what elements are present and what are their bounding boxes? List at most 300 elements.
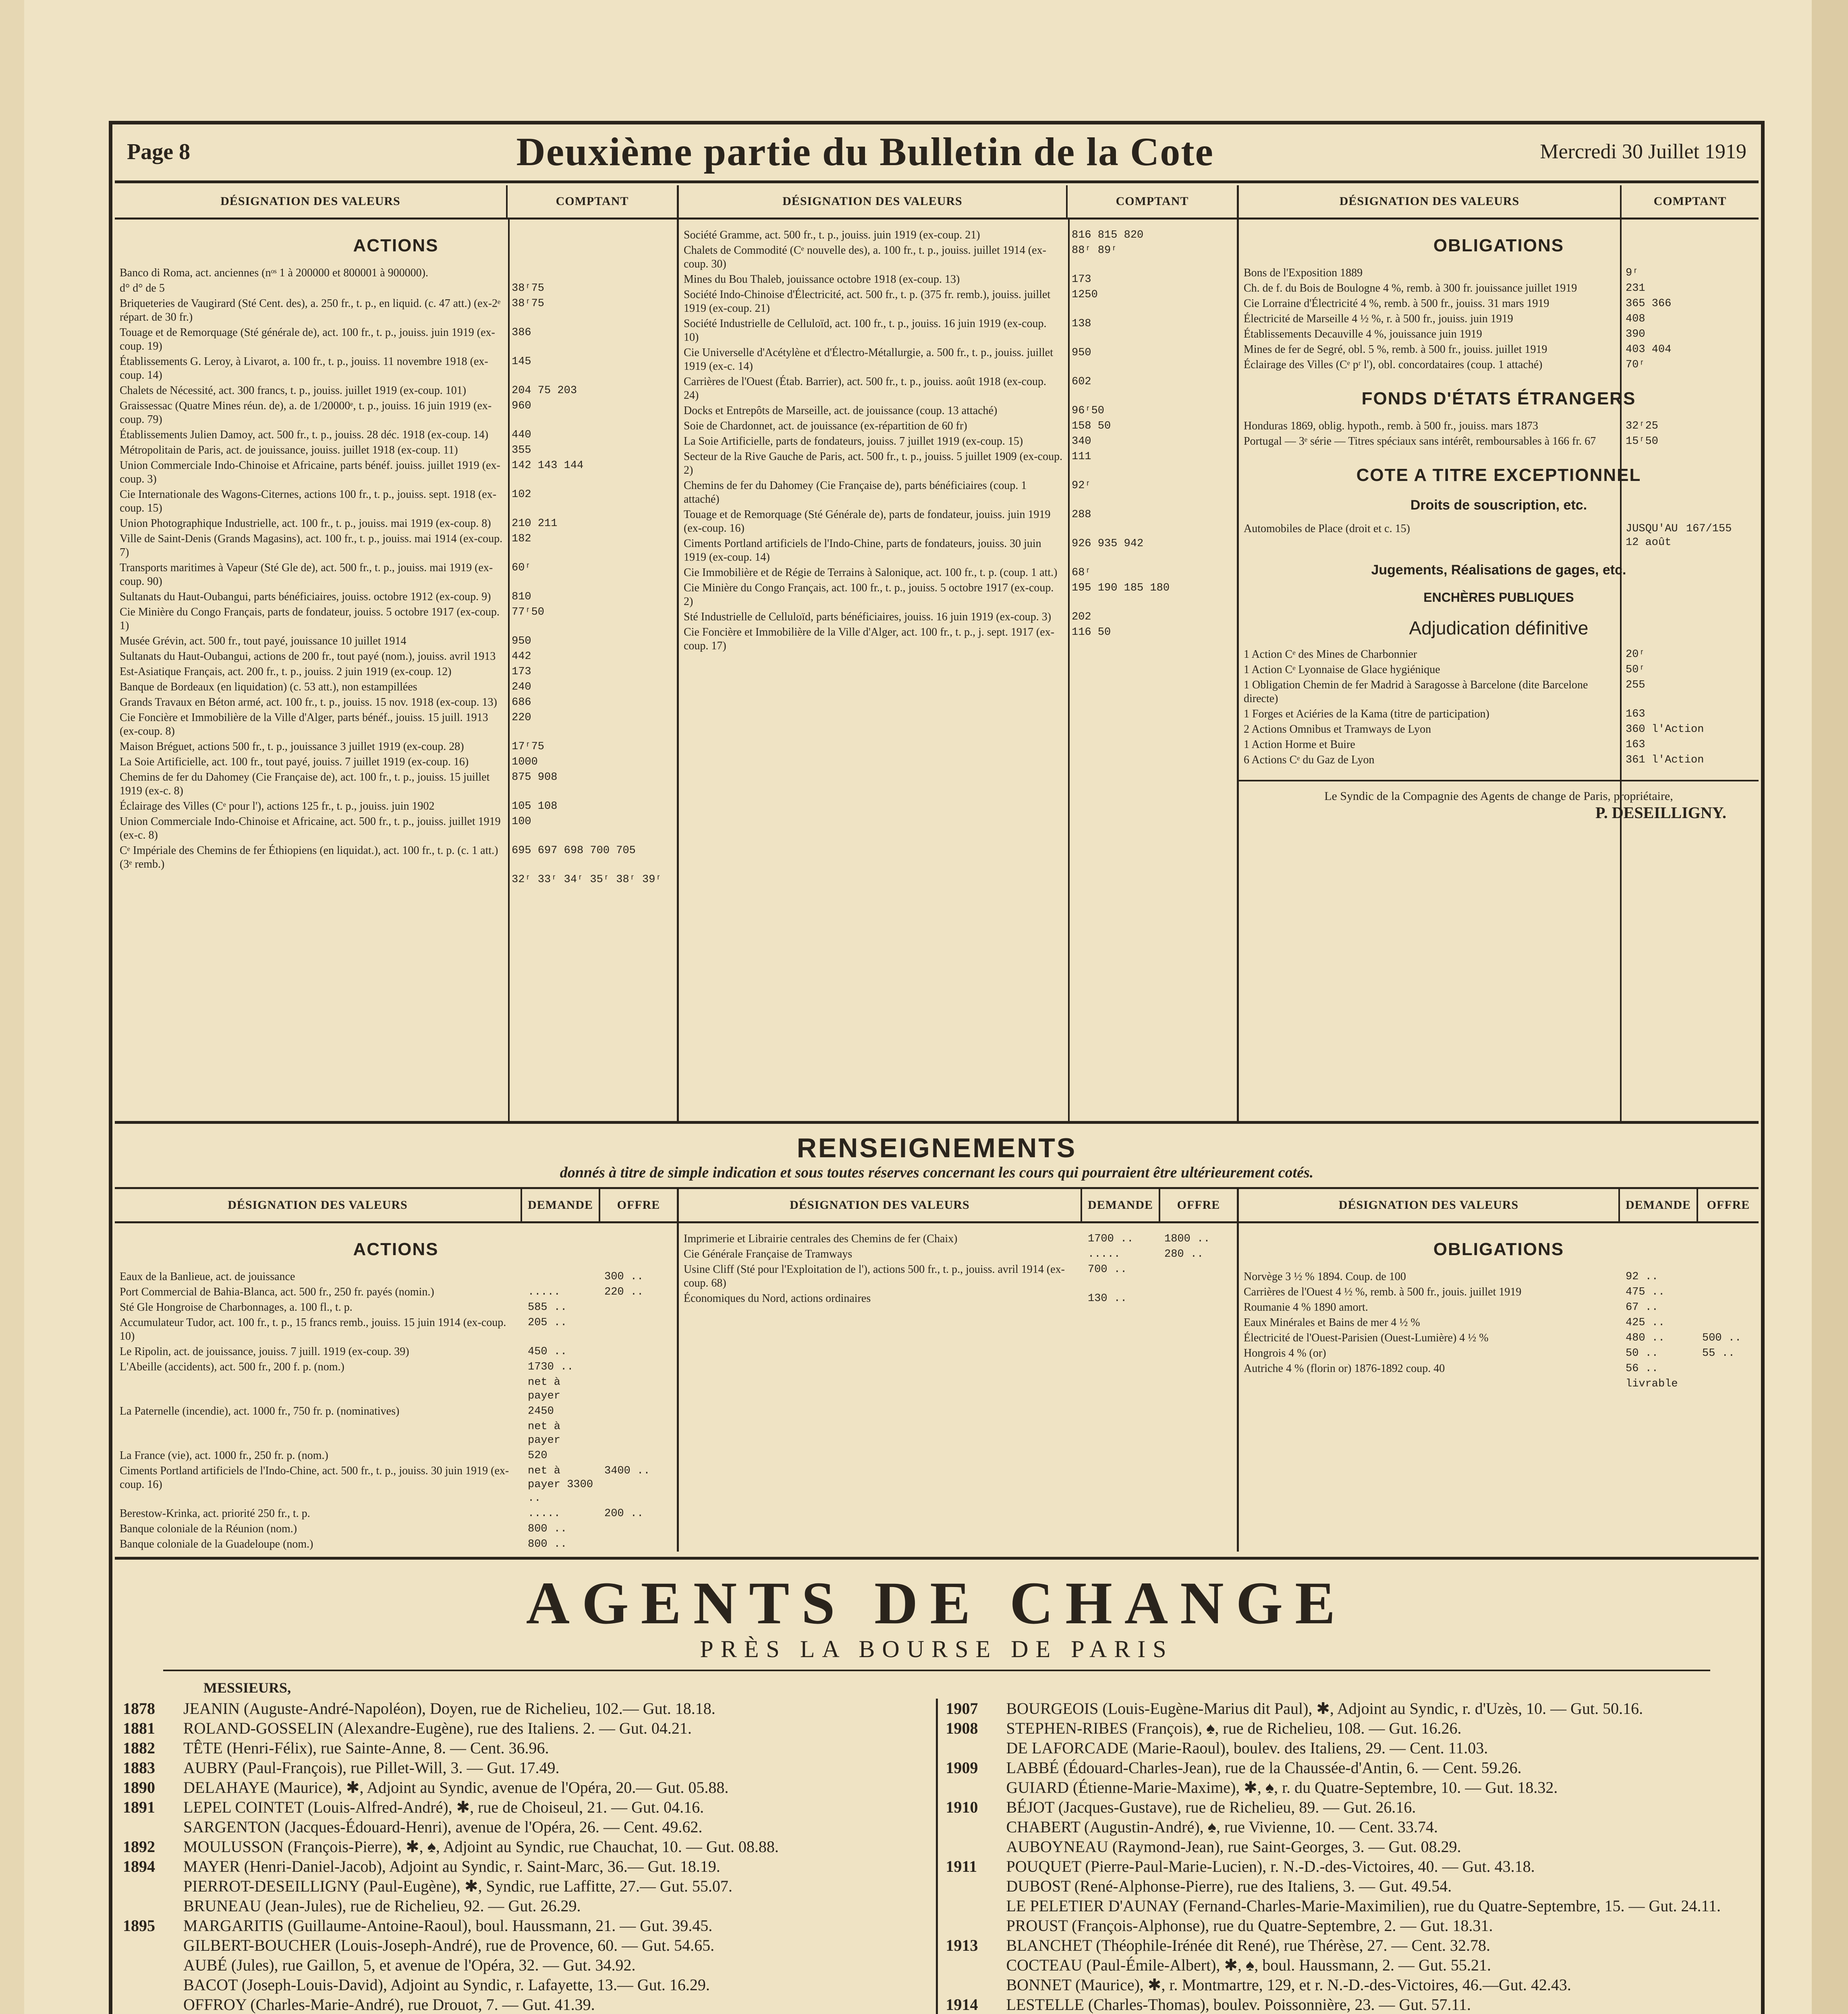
agent-row [946, 1738, 1751, 1758]
agent-row [946, 1975, 1751, 1995]
cell-off [600, 1344, 677, 1359]
table-row [115, 398, 677, 427]
agent-entry: BÉJOT (Jacques-Gustave), rue de Richelieu, 89. — Gut. 26.16. [1006, 1798, 1416, 1816]
agent-entry: LEPEL COINTET (Louis-Alfred-André), ✱, rue de Choiseul, 21. — Gut. 04.16. [183, 1798, 704, 1816]
jugements-title: Jugements, Réalisations de gages, etc. [1371, 562, 1626, 578]
header-comptant: COMPTANT [556, 195, 629, 208]
cell-designation: Est-Asiatique Français, act. 200 fr., t. p., jouiss. 2 juin 1919 (ex-coup. 12) [120, 665, 452, 678]
cell-dem: ..... [528, 1286, 561, 1298]
agent-entry: DE LAFORCADE (Marie-Raoul), boulev. des Italiens, 29. — Cent. 11.03. [1006, 1739, 1488, 1757]
cell-p: 210 211 [512, 518, 558, 530]
row-list [115, 265, 677, 887]
table-row [679, 580, 1237, 609]
agents-left-column [115, 1699, 936, 2014]
cell-designation: Port Commercial de Bahia-Blanca, act. 500 fr., 250 fr. payés (nomin.) [120, 1286, 434, 1298]
cell-dem: net à payer 3300 .. [528, 1465, 593, 1504]
cell-designation: Cie Minière du Congo Français, parts de fondateur, jouiss. 5 octobre 1917 (ex-coup. 1) [120, 606, 500, 632]
cell-designation: Union Commerciale Indo-Chinoise et Africaine, act. 500 fr., t. p., jouiss. juillet 1919 (ex-c. 8) [120, 815, 501, 841]
cell-off [1698, 1269, 1759, 1285]
cell-off [1160, 1291, 1237, 1306]
cell-designation: Cᵉ Impériale des Chemins de fer Éthiopiens (en liquidat.), act. 100 fr., t. p. (c. 1 att.) (3ᵉ remb.) [120, 844, 498, 870]
agent-row [123, 1837, 928, 1857]
cell-p: 182 [512, 533, 531, 545]
agent-entry: CHABERT (Augustin-André), ♠, rue Vivienne, 10. — Cent. 33.74. [1006, 1818, 1438, 1836]
agent-row [123, 1896, 928, 1916]
table-row [679, 609, 1237, 625]
cell-dem: 67 .. [1626, 1301, 1659, 1314]
cell-off [600, 1375, 677, 1404]
cell-p: 68ʳ [1072, 567, 1091, 579]
table-row [679, 449, 1237, 478]
cell-p: 340 [1072, 435, 1091, 448]
header-designation: DÉSIGNATION DES VALEURS [115, 185, 508, 218]
cell-dem: 800 .. [528, 1538, 567, 1550]
agent-row [946, 1916, 1751, 1935]
cell-designation: Cie Foncière et Immobilière de la Ville d'Alger, parts bénéf., jouiss. 15 juill. 1913 (ex-coup. 8) [120, 711, 488, 738]
cell-designation [115, 1419, 524, 1448]
cell-designation: Automobiles de Place (droit et c. 15) [1244, 522, 1410, 535]
cell-designation: 1 Action Cᵉ Lyonnaise de Glace hygiénique [1244, 663, 1440, 676]
cell-designation: Banco di Roma, act. anciennes (nᵒˢ 1 à 200000 et 800001 à 900000). [120, 267, 428, 279]
cell-p: 361 l'Action [1626, 754, 1704, 766]
cell-designation: Chalets de Nécessité, act. 300 francs, t. p., jouiss. juillet 1919 (ex-coup. 101) [120, 384, 467, 397]
agent-year [946, 1817, 1006, 1837]
row-list [1239, 521, 1759, 550]
table-row [1239, 707, 1759, 722]
cell-off: 55 .. [1702, 1347, 1735, 1359]
cell-p: 204 75 203 [512, 385, 577, 397]
agent-entry: LABBÉ (Édouard-Charles-Jean), rue de la Chaussée-d'Antin, 6. — Cent. 59.26. [1006, 1759, 1522, 1777]
agent-entry: JEANIN (Auguste-André-Napoléon), Doyen, rue de Richelieu, 102.— Gut. 18.18. [183, 1699, 716, 1718]
table-row [679, 1262, 1237, 1291]
cote-column-1 [115, 185, 679, 1121]
cell-designation: La Soie Artificielle, act. 100 fr., tout payé, jouiss. 7 juillet 1919 (ex-coup. 16) [120, 756, 469, 768]
header-designation: DÉSIGNATION DES VALEURS [1239, 1189, 1620, 1221]
cell-designation [1239, 1376, 1622, 1392]
cell-off: 220 .. [604, 1286, 644, 1298]
cell-designation: Autriche 4 % (florin or) 1876-1892 coup. 40 [1244, 1362, 1445, 1375]
cell-off [1698, 1315, 1759, 1330]
table-row [115, 487, 677, 516]
cell-p: 163 [1626, 739, 1645, 751]
cell-off [600, 1537, 677, 1552]
cell-p: 202 [1072, 611, 1091, 623]
cell-designation [115, 1375, 524, 1404]
cell-off: 3400 .. [604, 1465, 650, 1477]
table-row [115, 265, 677, 281]
column-rule [1068, 218, 1070, 1121]
agent-year [123, 1896, 183, 1916]
column-header [679, 185, 1237, 220]
cell-dem: 800 .. [528, 1523, 567, 1535]
agent-row [946, 1995, 1751, 2014]
cell-p: 111 [1072, 451, 1091, 463]
table-row [679, 507, 1237, 536]
agent-row [123, 1955, 928, 1975]
cell-p: 240 [512, 681, 531, 693]
agent-year: 1894 [123, 1857, 155, 1875]
cell-dem: 2450 [528, 1405, 554, 1417]
cell-designation: Touage et de Remorquage (Sté générale de), act. 100 fr., t. p., jouiss. juin 1919 (ex-coup. 19) [120, 326, 495, 352]
cell-designation: Établissements Julien Damoy, act. 500 fr., t. p., jouiss. 28 déc. 1918 (ex-coup. 14) [120, 429, 489, 441]
cell-p: 145 [512, 356, 531, 368]
cell-designation: Économiques du Nord, actions ordinaires [684, 1292, 871, 1305]
table-row [115, 680, 677, 695]
row-list [1239, 1269, 1759, 1392]
table-row [115, 458, 677, 487]
cell-p: 810 [512, 591, 531, 603]
renseignements-section [115, 1127, 1759, 1560]
table-row [115, 1300, 677, 1315]
agent-row [946, 1797, 1751, 1817]
cell-p: 138 [1072, 318, 1091, 330]
group-title: ACTIONS [353, 1239, 439, 1259]
cell-dem: 205 .. [528, 1317, 567, 1329]
cell-designation: Carrières de l'Ouest 4 ½ %, remb. à 500 fr., jouis. juillet 1919 [1244, 1286, 1522, 1298]
agent-entry: BACOT (Joseph-Louis-David), Adjoint au Syndic, r. Lafayette, 13.— Gut. 16.29. [183, 1976, 710, 1994]
cell-dem: 520 [528, 1450, 548, 1462]
cell-designation: Cie Foncière et Immobilière de la Ville d'Alger, act. 100 fr., t. p., j. sept. 1917 (ex-coup. 17) [684, 626, 1055, 652]
agent-year [946, 1955, 1006, 1975]
cell-designation: Sultanats du Haut-Oubangui, actions de 200 fr., tout payé (nom.), jouiss. avril 1913 [120, 650, 496, 663]
cell-designation: d° d° de 5 [120, 282, 165, 294]
agent-row [123, 1699, 928, 1718]
row-list [679, 228, 1237, 654]
header-comptant: COMPTANT [1653, 195, 1727, 208]
table-row [679, 434, 1237, 449]
table-row [115, 1448, 677, 1463]
cell-note: JUSQU'AU 12 août [1626, 523, 1678, 549]
column-header [1239, 185, 1759, 220]
cell-off [1698, 1376, 1759, 1392]
group-obligations: OBLIGATIONS [1433, 236, 1564, 255]
table-row [115, 443, 677, 458]
table-row [115, 695, 677, 710]
cell-designation: 1 Obligation Chemin de fer Madrid à Saragosse à Barcelone (dite Barcelone directe) [1244, 679, 1588, 705]
header-designation: DÉSIGNATION DES VALEURS [679, 1189, 1082, 1221]
agent-row [946, 1817, 1751, 1837]
agents-section [115, 1563, 1759, 2014]
cell-designation: Union Commerciale Indo-Chinoise et Africaine, parts bénéf. jouiss. juillet 1919 (ex-coup. 3) [120, 459, 500, 485]
row-list [115, 1269, 677, 1552]
column-rule [508, 218, 510, 1121]
table-row [115, 560, 677, 589]
renseignements-title: RENSEIGNEMENTS [796, 1133, 1077, 1163]
cell-designation: Banque coloniale de la Guadeloupe (nom.) [120, 1538, 313, 1550]
table-row [1239, 752, 1759, 768]
table-row [115, 843, 677, 872]
cell-p: 100 [512, 816, 531, 828]
cell-off [600, 1359, 677, 1375]
cell-off: 280 .. [1164, 1248, 1204, 1260]
cell-p: 686 [512, 696, 531, 709]
table-row [679, 374, 1237, 403]
cell-off: 200 .. [604, 1508, 644, 1520]
signature: P. DESEILLIGNY. [1595, 804, 1726, 822]
cell-designation: 1 Forges et Aciéries de la Kama (titre de participation) [1244, 708, 1489, 720]
cell-designation: Hongrois 4 % (or) [1244, 1347, 1326, 1359]
cote-section [115, 185, 1759, 1124]
cell-off [600, 1315, 677, 1344]
cell-p: 32ʳ 33ʳ 34ʳ 35ʳ 38ʳ 39ʳ [512, 874, 662, 886]
cell-p: 173 [512, 666, 531, 678]
cell-designation: Maison Bréguet, actions 500 fr., t. p., jouissance 3 juillet 1919 (ex-coup. 28) [120, 740, 464, 753]
cell-designation: Eaux de la Banlieue, act. de jouissance [120, 1270, 295, 1283]
table-row [1239, 1376, 1759, 1392]
agent-row [946, 1699, 1751, 1718]
table-row [1239, 357, 1759, 373]
agent-row [123, 1718, 928, 1738]
agent-entry: PIERROT-DESEILLIGNY (Paul-Eugène), ✱, Syndic, rue Laffitte, 27.— Gut. 55.07. [183, 1877, 732, 1895]
table-row [1239, 265, 1759, 281]
table-row [1239, 647, 1759, 662]
cell-off [1698, 1361, 1759, 1376]
header-offre: OFFRE [1159, 1189, 1237, 1221]
cell-designation: Norvège 3 ½ % 1894. Coup. de 100 [1244, 1270, 1406, 1283]
table-row [1239, 342, 1759, 357]
cell-p: 77ʳ50 [512, 606, 545, 618]
cell-designation: Le Ripolin, act. de jouissance, jouiss. 7 juill. 1919 (ex-coup. 39) [120, 1345, 409, 1358]
cell-p: 926 935 942 [1072, 538, 1144, 550]
cell-designation: Briqueteries de Vaugirard (Sté Cent. des), a. 250 fr., t. p., en liquid. (c. 47 att.) (ex-2ᵉ répart. de 30 fr.) [120, 297, 501, 323]
droits-title: Droits de souscription, etc. [1410, 497, 1587, 513]
table-row [115, 1285, 677, 1300]
agent-year: 1891 [123, 1798, 155, 1816]
group-fonds: FONDS D'ÉTATS ÉTRANGERS [1361, 389, 1636, 408]
table-row [1239, 521, 1759, 550]
agent-entry: AUBÉ (Jules), rue Gaillon, 5, et avenue de l'Opéra, 32. — Gut. 34.92. [183, 1956, 636, 1974]
adjudication-title: Adjudication définitive [1409, 617, 1589, 638]
table-row [115, 770, 677, 799]
cell-off [600, 1419, 677, 1448]
cell-p: 950 [1072, 347, 1091, 359]
cell-designation: Roumanie 4 % 1890 amort. [1244, 1301, 1368, 1314]
cell-designation: Portugal — 3ᵉ série — Titres spéciaux sans intérêt, remboursables à 166 fr. 67 [1244, 435, 1596, 448]
cell-designation: Banque de Bordeaux (en liquidation) (c. 53 att.), non estampillées [120, 681, 417, 693]
table-row [1239, 1361, 1759, 1376]
cell-designation: Société Indo-Chinoise d'Électricité, act. 500 fr., t. p. (375 fr. remb.), jouiss. juillet 1919 (ex-coup. 21) [684, 288, 1051, 315]
agents-title: AGENTS DE CHANGE [526, 1570, 1348, 1637]
cell-p: 602 [1072, 376, 1091, 388]
agents-right-column [936, 1699, 1759, 2014]
cell-designation: Mines de fer de Segré, obl. 5 %, remb. à 500 fr., jouiss. juillet 1919 [1244, 343, 1547, 356]
cell-dem: 585 .. [528, 1301, 567, 1314]
agent-entry: STEPHEN-RIBES (François), ♠, rue de Richelieu, 108. — Gut. 16.26. [1006, 1719, 1462, 1737]
table-row [115, 605, 677, 634]
agent-year: 1911 [946, 1857, 977, 1875]
agent-entry: COCTEAU (Paul-Émile-Albert), ✱, ♠, boul. Haussmann, 2. — Gut. 55.21. [1006, 1956, 1491, 1974]
column-header [115, 185, 677, 220]
cell-off [600, 1404, 677, 1419]
cell-designation: Mines du Bou Thaleb, jouissance octobre 1918 (ex-coup. 13) [684, 273, 960, 286]
cell-designation: Cie Minière du Congo Français, act. 100 fr., t. p., jouiss. 5 octobre 1917 (ex-coup. 2) [684, 582, 1054, 608]
cell-designation: Établissements G. Leroy, à Livarot, a. 100 fr., t. p., jouiss. 11 novembre 1918 (ex-coup. 14) [120, 355, 488, 381]
table-row [679, 272, 1237, 287]
header-offre: OFFRE [1697, 1189, 1759, 1221]
cell-designation: Chalets de Commodité (Cᵉ nouvelle des), a. 100 fr., t. p., jouiss. juillet 1914 (ex-coup. 30) [684, 244, 1046, 270]
cell-designation: Électricité de Marseille 4 ½ %, r. à 500 fr., jouiss. juin 1919 [1244, 313, 1513, 325]
agent-entry: TÊTE (Henri-Félix), rue Sainte-Anne, 8. — Cent. 36.96. [183, 1739, 549, 1757]
cell-dem: 1700 .. [1088, 1233, 1134, 1245]
cell-designation: Électricité de l'Ouest-Parisien (Ouest-Lumière) 4 ½ % [1244, 1332, 1489, 1344]
agent-row [123, 1975, 928, 1995]
agent-year [946, 1738, 1006, 1758]
cell-designation: Chemins de fer du Dahomey (Cie Française de), parts bénéficiaires (coup. 1 attaché) [684, 479, 1027, 506]
cell-dem: ..... [1088, 1248, 1121, 1260]
agent-row [123, 1758, 928, 1778]
agent-year: 1892 [123, 1838, 155, 1856]
table-row [679, 228, 1237, 243]
table-row [1239, 678, 1759, 707]
cell-p: 950 [512, 635, 531, 647]
cell-p: 231 [1626, 282, 1645, 294]
syndic-line: Le Syndic de la Compagnie des Agents de change de Paris, propriétaire, [1324, 789, 1673, 803]
cell-dem: livrable [1626, 1378, 1678, 1390]
agent-entry: BLANCHET (Théophile-Irénée dit René), rue Thérèse, 27. — Cent. 32.78. [1006, 1936, 1491, 1954]
cell-p: 17ʳ75 [512, 741, 545, 753]
table-row [1239, 1269, 1759, 1285]
cell-designation: Honduras 1869, oblig. hypoth., remb. à 500 fr., jouiss. mars 1873 [1244, 420, 1539, 432]
agent-row [123, 1935, 928, 1955]
cell-dem: 480 .. [1626, 1332, 1665, 1344]
cell-designation: Cie Immobilière et de Régie de Terrains à Salonique, act. 100 fr., t. p. (coup. 1 att.) [684, 566, 1058, 579]
cell-designation: Ciments Portland artificiels de l'Indo-Chine, act. 500 fr., t. p., jouiss. 30 juin 1919 (ex-coup. 16) [120, 1465, 509, 1491]
cell-designation: Usine Cliff (Sté pour l'Exploitation de l'), actions 500 fr., t. p., jouiss. avril 1914 (ex-coup. 68) [684, 1263, 1065, 1289]
cell-dem: net à payer [528, 1376, 561, 1402]
table-row [1239, 1285, 1759, 1300]
rens-column-1 [115, 1189, 679, 1552]
cell-p: 355 [512, 444, 531, 456]
cell-off: 500 .. [1702, 1332, 1742, 1344]
cell-designation: Ciments Portland artificiels de l'Indo-Chine, parts de fondateurs, jouiss. 30 juin 1919 (ex-coup. 14) [684, 537, 1041, 564]
agent-entry: POUQUET (Pierre-Paul-Marie-Lucien), r. N.-D.-des-Victoires, 40. — Gut. 43.18. [1006, 1857, 1535, 1875]
agent-year [123, 1975, 183, 1995]
group-cote: COTE A TITRE EXCEPTIONNEL [1356, 465, 1641, 485]
cell-designation: Bons de l'Exposition 1889 [1244, 267, 1363, 279]
table-row [115, 1269, 677, 1285]
agent-year: 1914 [946, 1995, 978, 2014]
cell-designation: Éclairage des Villes (Cᵉ pour l'), actions 125 fr., t. p., jouiss. juin 1902 [120, 800, 435, 812]
cell-p: 403 404 [1626, 344, 1672, 356]
cell-p: 92ʳ [1072, 480, 1091, 492]
agent-year: 1907 [946, 1699, 978, 1718]
page-number: Page 8 [127, 139, 191, 164]
agent-entry: MOULUSSON (François-Pierre), ✱, ♠, Adjoint au Syndic, rue Chauchat, 10. — Gut. 08.88. [183, 1838, 779, 1856]
table-row [115, 383, 677, 398]
table-row [115, 281, 677, 296]
agent-entry: BRUNEAU (Jean-Jules), rue de Richelieu, 92. — Gut. 26.29. [183, 1897, 581, 1915]
cell-p: 386 [512, 327, 531, 339]
table-row [115, 1506, 677, 1521]
agent-row [123, 1916, 928, 1935]
cell-dem: 700 .. [1088, 1264, 1127, 1276]
cell-p: 960 [512, 400, 531, 412]
cell-p: 875 908 [512, 771, 558, 783]
table-row [115, 1404, 677, 1419]
cell-off [1160, 1262, 1237, 1291]
agent-entry: GUIARD (Étienne-Marie-Maxime), ✱, ♠, r. du Quatre-Septembre, 10. — Gut. 18.32. [1006, 1778, 1558, 1796]
cell-p: 288 [1072, 509, 1091, 521]
cell-designation: Cie Internationale des Wagons-Citernes, actions 100 fr., t. p., jouiss. sept. 1918 (ex-coup. 15) [120, 488, 497, 514]
cell-p: 167/155 [1686, 523, 1732, 535]
header-designation: DÉSIGNATION DES VALEURS [679, 185, 1068, 218]
cell-dem: 1730 .. [528, 1361, 574, 1373]
cell-designation: Accumulateur Tudor, act. 100 fr., t. p., 15 francs remb., jouiss. 15 juin 1914 (ex-coup. 10) [120, 1316, 506, 1343]
table-row [1239, 311, 1759, 327]
agent-row [123, 1995, 928, 2014]
cell-p: 96ʳ50 [1072, 405, 1105, 417]
agent-row [123, 1857, 928, 1876]
table-row [1239, 737, 1759, 752]
cell-p: 50ʳ [1626, 664, 1645, 676]
agent-year: 1883 [123, 1759, 155, 1777]
agent-year [946, 1896, 1006, 1916]
table-row [115, 516, 677, 531]
cell-p [508, 265, 677, 281]
table-row [1239, 434, 1759, 449]
agent-entry: LESTELLE (Charles-Thomas), boulev. Poissonnière, 23. — Gut. 57.11. [1006, 1995, 1471, 2014]
cell-p: 1000 [512, 756, 538, 768]
cell-p: 9ʳ [1626, 267, 1639, 279]
group-title: OBLIGATIONS [1433, 1239, 1564, 1259]
cell-dem: 56 .. [1626, 1363, 1659, 1375]
cell-off [1698, 1300, 1759, 1315]
table-row [679, 478, 1237, 507]
cote-column-2 [679, 185, 1239, 1121]
table-row [115, 754, 677, 770]
agent-entry: BOURGEOIS (Louis-Eugène-Marius dit Paul), ✱, Adjoint au Syndic, r. d'Uzès, 10. — Gut. 50.16. [1006, 1699, 1643, 1718]
cell-designation: Imprimerie et Librairie centrales des Chemins de fer (Chaix) [684, 1233, 958, 1245]
table-row [115, 427, 677, 443]
agent-entry: AUBOYNEAU (Raymond-Jean), rue Saint-Georges, 3. — Gut. 08.29. [1006, 1838, 1461, 1856]
agent-entry: AUBRY (Paul-François), rue Pillet-Will, 3. — Gut. 17.49. [183, 1759, 560, 1777]
cell-designation: 1 Action Horme et Buire [1244, 738, 1355, 751]
agent-entry: BONNET (Maurice), ✱, r. Montmartre, 129, et r. N.-D.-des-Victoires, 46.—Gut. 42.43. [1006, 1976, 1571, 1994]
cell-p: 1250 [1072, 289, 1098, 301]
cell-designation: Union Photographique Industrielle, act. 100 fr., t. p., jouiss. mai 1919 (ex-coup. 8) [120, 517, 491, 530]
table-row [115, 589, 677, 605]
table-row [115, 1419, 677, 1448]
agent-row [123, 1778, 928, 1797]
cell-p: 816 815 820 [1072, 229, 1144, 241]
cell-designation: Cie Lorraine d'Électricité 4 %, remb. à 500 fr., jouiss. 31 mars 1919 [1244, 297, 1549, 310]
header-demande: DEMANDE [1626, 1198, 1691, 1212]
agent-row [946, 1935, 1751, 1955]
cell-designation: La France (vie), act. 1000 fr., 250 fr. p. (nom.) [120, 1449, 328, 1462]
table-row [679, 243, 1237, 272]
row-list [1239, 647, 1759, 768]
table-row [679, 1231, 1237, 1247]
rens-column-3 [1239, 1189, 1759, 1552]
table-row [115, 1521, 677, 1537]
column-header [1239, 1189, 1759, 1223]
cote-column-3 [1239, 185, 1759, 1121]
agent-row [123, 1797, 928, 1817]
table-row [1239, 281, 1759, 296]
agent-year: 1895 [123, 1917, 155, 1935]
cell-designation: Banque coloniale de la Réunion (nom.) [120, 1523, 297, 1535]
header-designation: DÉSIGNATION DES VALEURS [1239, 185, 1622, 218]
agent-year: 1910 [946, 1798, 978, 1816]
cell-p: 70ʳ [1626, 359, 1645, 371]
agent-row [123, 1738, 928, 1758]
cell-p: 116 50 [1072, 626, 1111, 638]
table-row [115, 354, 677, 383]
table-row [115, 634, 677, 649]
page-edge-left [0, 0, 24, 2014]
row-list [1239, 265, 1759, 373]
cell-p: 220 [512, 712, 531, 724]
